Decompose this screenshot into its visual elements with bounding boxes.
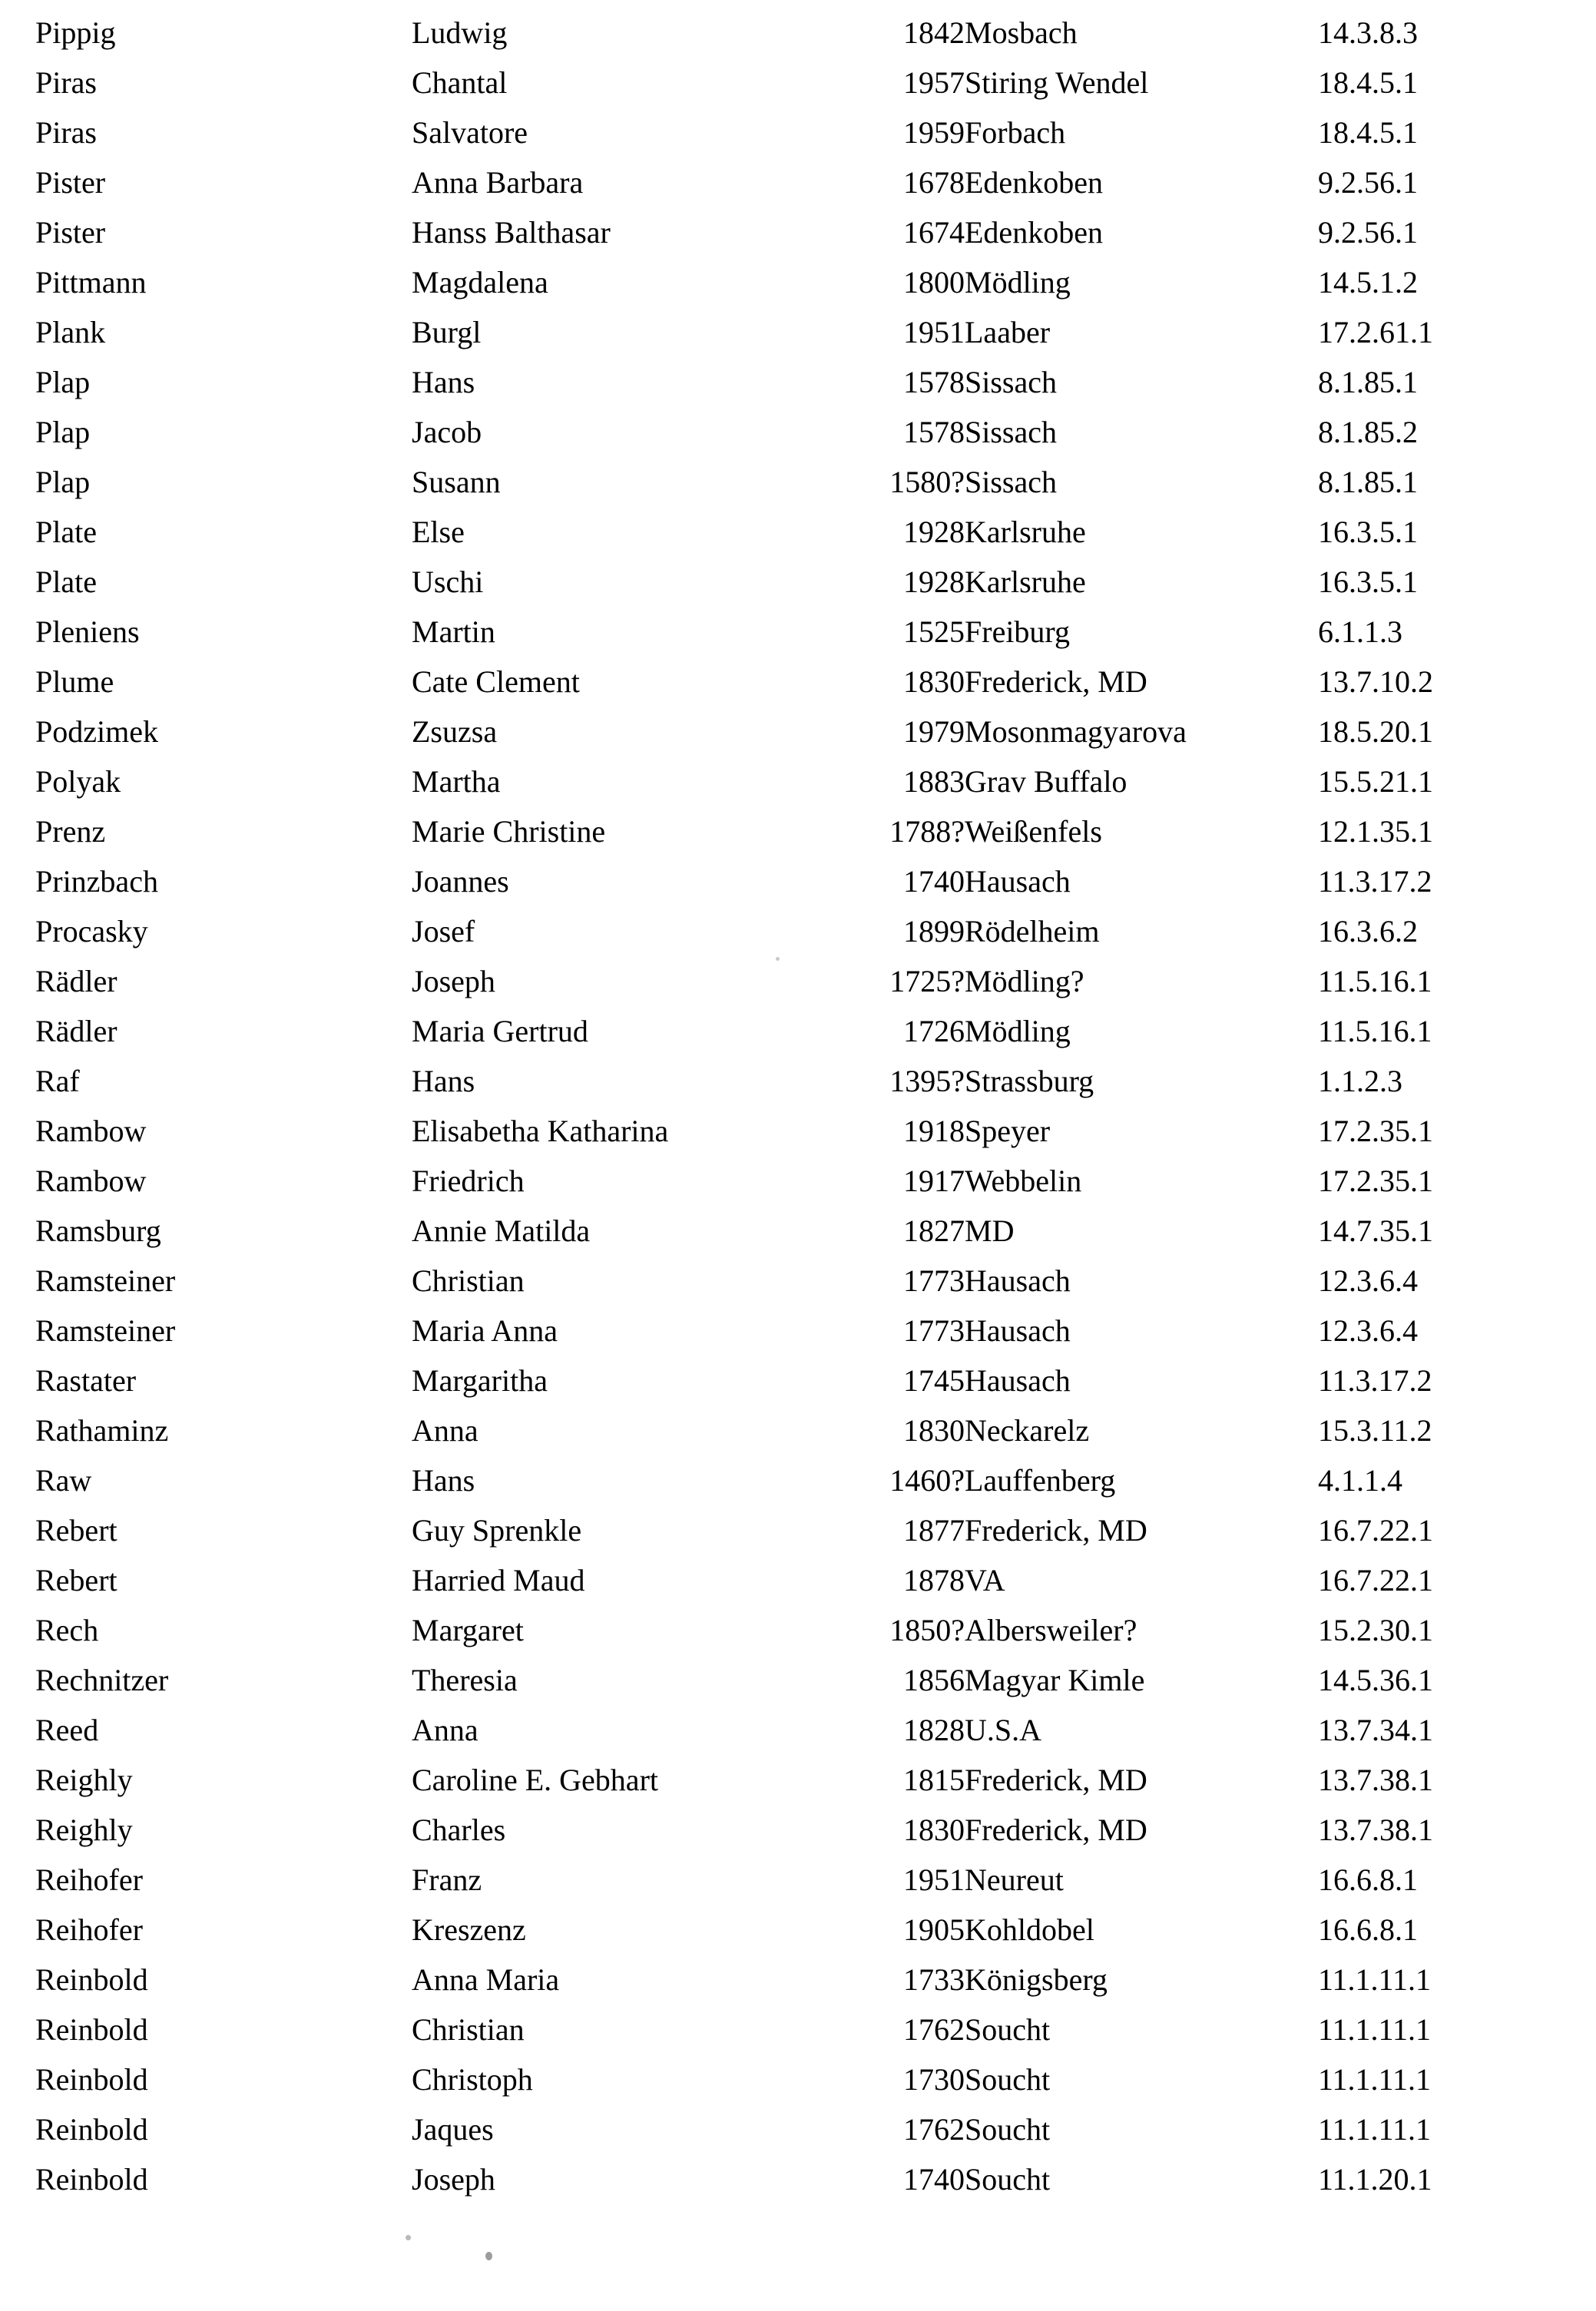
cell-year: 1678 (903, 164, 965, 200)
cell-surname: Plate (35, 564, 97, 599)
cell-year: 1959 (903, 114, 965, 150)
table-row (35, 1056, 1564, 1106)
cell-surname: Rambow (35, 1113, 147, 1148)
cell-year: 1395? (889, 1063, 965, 1098)
table-row (35, 207, 1564, 257)
scan-artifact (406, 2235, 411, 2240)
cell-given-name: Christoph (412, 2061, 533, 2097)
table-row (35, 2005, 1564, 2054)
cell-given-name: Martin (412, 614, 495, 649)
cell-year: 1580? (889, 464, 965, 499)
cell-surname: Plap (35, 414, 91, 449)
cell-given-name: Marie Christine (412, 813, 606, 849)
table-row (35, 307, 1564, 357)
cell-given-name: Guy Sprenkle (412, 1512, 582, 1548)
cell-given-name: Jaques (412, 2111, 494, 2147)
cell-reference: 15.5.21.1 (1318, 763, 1433, 799)
cell-place: Mosonmagyarova (965, 713, 1187, 749)
cell-year: 1878 (903, 1562, 965, 1598)
cell-year: 1733 (903, 1962, 965, 1997)
cell-place: MD (965, 1213, 1015, 1248)
table-row (35, 806, 1564, 856)
cell-given-name: Hans (412, 1063, 475, 1098)
cell-reference: 16.7.22.1 (1318, 1512, 1433, 1548)
table-row (35, 1605, 1564, 1655)
table-row (35, 856, 1564, 906)
cell-given-name: Friedrich (412, 1163, 525, 1198)
table-row (35, 1705, 1564, 1755)
table-row (35, 1505, 1564, 1555)
table-row (35, 1006, 1564, 1056)
cell-reference: 11.5.16.1 (1318, 963, 1432, 998)
cell-given-name: Anna (412, 1712, 478, 1747)
cell-surname: Raw (35, 1462, 92, 1498)
cell-surname: Reinbold (35, 1962, 148, 1997)
cell-given-name: Charles (412, 1812, 506, 1847)
cell-place: Sissach (965, 464, 1057, 499)
table-row (35, 1455, 1564, 1505)
cell-place: Soucht (965, 2061, 1051, 2097)
cell-place: Hausach (965, 1362, 1071, 1398)
cell-surname: Rastater (35, 1362, 137, 1398)
cell-reference: 11.1.11.1 (1318, 2011, 1432, 2047)
cell-given-name: Maria Anna (412, 1313, 558, 1348)
cell-year: 1827 (903, 1213, 965, 1248)
cell-reference: 15.2.30.1 (1318, 1612, 1433, 1647)
cell-reference: 11.1.11.1 (1318, 2061, 1432, 2097)
cell-surname: Reinbold (35, 2011, 148, 2047)
cell-given-name: Josef (412, 913, 475, 949)
cell-surname: Plap (35, 364, 91, 399)
cell-surname: Piras (35, 114, 97, 150)
table-row (35, 1356, 1564, 1405)
cell-place: Albersweiler? (965, 1612, 1137, 1647)
cell-reference: 13.7.38.1 (1318, 1812, 1433, 1847)
table-row (35, 1955, 1564, 2005)
cell-surname: Rathaminz (35, 1412, 169, 1448)
cell-given-name: Margaritha (412, 1362, 548, 1398)
cell-place: Mödling (965, 1013, 1071, 1048)
cell-reference: 8.1.85.1 (1318, 464, 1418, 499)
cell-place: Mödling? (965, 963, 1084, 998)
table-row (35, 2104, 1564, 2154)
cell-surname: Pister (35, 164, 106, 200)
cell-year: 1856 (903, 1662, 965, 1697)
cell-place: VA (965, 1562, 1005, 1598)
cell-surname: Rebert (35, 1562, 118, 1598)
cell-given-name: Joannes (412, 863, 509, 899)
cell-surname: Piras (35, 65, 97, 100)
table-row (35, 8, 1564, 58)
cell-year: 1525 (903, 614, 965, 649)
cell-year: 1578 (903, 364, 965, 399)
cell-year: 1815 (903, 1762, 965, 1797)
cell-year: 1899 (903, 913, 965, 949)
cell-place: Karlsruhe (965, 514, 1086, 549)
cell-place: Rödelheim (965, 913, 1100, 949)
cell-reference: 6.1.1.3 (1318, 614, 1402, 649)
cell-surname: Podzimek (35, 713, 158, 749)
cell-given-name: Anna (412, 1412, 478, 1448)
table-row (35, 457, 1564, 507)
cell-reference: 11.3.17.2 (1318, 1362, 1432, 1398)
cell-given-name: Salvatore (412, 114, 528, 150)
cell-place: U.S.A (965, 1712, 1042, 1747)
cell-year: 1460? (889, 1462, 965, 1498)
table-row (35, 1206, 1564, 1256)
table-row (35, 557, 1564, 607)
table-row (35, 956, 1564, 1006)
cell-given-name: Magdalena (412, 264, 548, 300)
cell-place: Mosbach (965, 15, 1078, 50)
cell-given-name: Hans (412, 364, 475, 399)
index-table-body (35, 8, 1564, 2204)
cell-given-name: Elisabetha Katharina (412, 1113, 669, 1148)
cell-year: 1745 (903, 1362, 965, 1398)
cell-surname: Polyak (35, 763, 121, 799)
cell-place: Frederick, MD (965, 1512, 1147, 1548)
cell-place: Mödling (965, 264, 1071, 300)
cell-year: 1578 (903, 414, 965, 449)
cell-reference: 16.7.22.1 (1318, 1562, 1433, 1598)
cell-place: Strassburg (965, 1063, 1094, 1098)
cell-year: 1928 (903, 564, 965, 599)
cell-place: Soucht (965, 2011, 1051, 2047)
cell-place: Neckarelz (965, 1412, 1090, 1448)
cell-surname: Rambow (35, 1163, 147, 1198)
cell-year: 1730 (903, 2061, 965, 2097)
table-row (35, 2154, 1564, 2204)
cell-reference: 14.5.36.1 (1318, 1662, 1433, 1697)
surname-index-table (35, 8, 1564, 2204)
cell-year: 1957 (903, 65, 965, 100)
cell-given-name: Ludwig (412, 15, 508, 50)
cell-place: Hausach (965, 1263, 1071, 1298)
cell-reference: 12.3.6.4 (1318, 1263, 1418, 1298)
cell-year: 1905 (903, 1912, 965, 1947)
cell-given-name: Hanss Balthasar (412, 214, 611, 250)
cell-surname: Ramsteiner (35, 1263, 176, 1298)
cell-year: 1740 (903, 2161, 965, 2197)
table-row (35, 1905, 1564, 1955)
cell-place: Frederick, MD (965, 664, 1147, 699)
cell-year: 1725? (889, 963, 965, 998)
cell-given-name: Christian (412, 1263, 525, 1298)
cell-surname: Ramsteiner (35, 1313, 176, 1348)
cell-reference: 16.3.5.1 (1318, 564, 1418, 599)
cell-place: Hausach (965, 1313, 1071, 1348)
cell-given-name: Susann (412, 464, 501, 499)
cell-surname: Rebert (35, 1512, 118, 1548)
cell-place: Königsberg (965, 1962, 1108, 1997)
cell-surname: Reinbold (35, 2161, 148, 2197)
table-row (35, 1555, 1564, 1605)
cell-year: 1951 (903, 314, 965, 349)
cell-surname: Reihofer (35, 1862, 143, 1897)
cell-surname: Prinzbach (35, 863, 158, 899)
table-row (35, 357, 1564, 407)
cell-given-name: Hans (412, 1462, 475, 1498)
cell-surname: Rädler (35, 1013, 118, 1048)
cell-reference: 18.5.20.1 (1318, 713, 1433, 749)
cell-reference: 13.7.38.1 (1318, 1762, 1433, 1797)
table-row (35, 1805, 1564, 1855)
cell-reference: 4.1.1.4 (1318, 1462, 1402, 1498)
cell-given-name: Maria Gertrud (412, 1013, 588, 1048)
table-row (35, 2054, 1564, 2104)
cell-place: Sissach (965, 414, 1057, 449)
cell-year: 1877 (903, 1512, 965, 1548)
cell-given-name: Anna Barbara (412, 164, 584, 200)
table-row (35, 906, 1564, 956)
table-row (35, 1855, 1564, 1905)
cell-surname: Plate (35, 514, 97, 549)
cell-given-name: Uschi (412, 564, 484, 599)
cell-year: 1917 (903, 1163, 965, 1198)
cell-year: 1951 (903, 1862, 965, 1897)
cell-reference: 16.3.6.2 (1318, 913, 1418, 949)
table-row (35, 1755, 1564, 1805)
cell-year: 1830 (903, 664, 965, 699)
cell-year: 1726 (903, 1013, 965, 1048)
table-row (35, 607, 1564, 657)
cell-place: Weißenfels (965, 813, 1102, 849)
cell-year: 1773 (903, 1313, 965, 1348)
cell-given-name: Theresia (412, 1662, 518, 1697)
cell-reference: 16.6.8.1 (1318, 1862, 1418, 1897)
table-row (35, 108, 1564, 157)
cell-year: 1883 (903, 763, 965, 799)
cell-surname: Reihofer (35, 1912, 143, 1947)
cell-year: 1830 (903, 1412, 965, 1448)
cell-reference: 11.1.11.1 (1318, 1962, 1432, 1997)
cell-reference: 17.2.35.1 (1318, 1113, 1433, 1148)
cell-reference: 1.1.2.3 (1318, 1063, 1402, 1098)
cell-surname: Reighly (35, 1762, 133, 1797)
cell-year: 1740 (903, 863, 965, 899)
cell-given-name: Margaret (412, 1612, 524, 1647)
scan-artifact (776, 957, 780, 961)
cell-surname: Rädler (35, 963, 118, 998)
cell-place: Magyar Kimle (965, 1662, 1145, 1697)
cell-reference: 16.6.8.1 (1318, 1912, 1418, 1947)
cell-surname: Plap (35, 464, 91, 499)
cell-place: Grav Buffalo (965, 763, 1127, 799)
cell-year: 1762 (903, 2011, 965, 2047)
cell-reference: 13.7.10.2 (1318, 664, 1433, 699)
cell-place: Edenkoben (965, 164, 1103, 200)
cell-year: 1773 (903, 1263, 965, 1298)
cell-place: Sissach (965, 364, 1057, 399)
cell-year: 1830 (903, 1812, 965, 1847)
cell-given-name: Martha (412, 763, 501, 799)
cell-reference: 9.2.56.1 (1318, 164, 1418, 200)
cell-surname: Procasky (35, 913, 148, 949)
cell-surname: Pleniens (35, 614, 140, 649)
cell-reference: 12.1.35.1 (1318, 813, 1433, 849)
cell-surname: Prenz (35, 813, 106, 849)
cell-reference: 18.4.5.1 (1318, 65, 1418, 100)
cell-reference: 17.2.61.1 (1318, 314, 1433, 349)
cell-given-name: Anna Maria (412, 1962, 560, 1997)
cell-reference: 14.7.35.1 (1318, 1213, 1433, 1248)
cell-given-name: Annie Matilda (412, 1213, 591, 1248)
cell-place: Soucht (965, 2111, 1051, 2147)
cell-given-name: Harried Maud (412, 1562, 585, 1598)
table-row (35, 1306, 1564, 1356)
cell-surname: Pister (35, 214, 106, 250)
cell-given-name: Zsuzsa (412, 713, 498, 749)
cell-place: Stiring Wendel (965, 65, 1149, 100)
cell-surname: Reinbold (35, 2111, 148, 2147)
cell-reference: 11.1.11.1 (1318, 2111, 1432, 2147)
cell-surname: Plume (35, 664, 114, 699)
cell-surname: Reighly (35, 1812, 133, 1847)
cell-year: 1979 (903, 713, 965, 749)
cell-place: Edenkoben (965, 214, 1103, 250)
table-row (35, 1106, 1564, 1156)
cell-given-name: Burgl (412, 314, 482, 349)
cell-place: Kohldobel (965, 1912, 1094, 1947)
cell-reference: 16.3.5.1 (1318, 514, 1418, 549)
cell-given-name: Kreszenz (412, 1912, 526, 1947)
cell-given-name: Joseph (412, 2161, 495, 2197)
cell-surname: Reed (35, 1712, 99, 1747)
cell-place: Freiburg (965, 614, 1071, 649)
cell-reference: 18.4.5.1 (1318, 114, 1418, 150)
cell-reference: 14.5.1.2 (1318, 264, 1418, 300)
cell-given-name: Joseph (412, 963, 495, 998)
cell-year: 1828 (903, 1712, 965, 1747)
cell-reference: 11.3.17.2 (1318, 863, 1432, 899)
cell-reference: 12.3.6.4 (1318, 1313, 1418, 1348)
cell-surname: Rechnitzer (35, 1662, 169, 1697)
table-row (35, 757, 1564, 806)
cell-given-name: Franz (412, 1862, 482, 1897)
cell-reference: 8.1.85.1 (1318, 364, 1418, 399)
cell-place: Webbelin (965, 1163, 1082, 1198)
cell-surname: Pittmann (35, 264, 147, 300)
cell-surname: Ramsburg (35, 1213, 161, 1248)
cell-year: 1928 (903, 514, 965, 549)
cell-surname: Rech (35, 1612, 99, 1647)
cell-given-name: Else (412, 514, 465, 549)
table-row (35, 507, 1564, 557)
table-row (35, 707, 1564, 757)
table-row (35, 407, 1564, 457)
table-row (35, 157, 1564, 207)
cell-place: Forbach (965, 114, 1066, 150)
cell-place: Karlsruhe (965, 564, 1086, 599)
cell-reference: 11.5.16.1 (1318, 1013, 1432, 1048)
table-row (35, 657, 1564, 707)
scan-artifact (485, 2252, 492, 2260)
cell-surname: Raf (35, 1063, 80, 1098)
cell-place: Laaber (965, 314, 1051, 349)
cell-surname: Reinbold (35, 2061, 148, 2097)
cell-given-name: Caroline E. Gebhart (412, 1762, 658, 1797)
table-row (35, 1156, 1564, 1206)
cell-given-name: Cate Clement (412, 664, 580, 699)
cell-year: 1800 (903, 264, 965, 300)
cell-reference: 13.7.34.1 (1318, 1712, 1433, 1747)
cell-year: 1918 (903, 1113, 965, 1148)
cell-given-name: Jacob (412, 414, 482, 449)
cell-given-name: Christian (412, 2011, 525, 2047)
cell-place: Hausach (965, 863, 1071, 899)
table-row (35, 58, 1564, 108)
cell-reference: 11.1.20.1 (1318, 2161, 1432, 2197)
cell-year: 1850? (889, 1612, 965, 1647)
cell-given-name: Chantal (412, 65, 508, 100)
cell-reference: 14.3.8.3 (1318, 15, 1418, 50)
cell-place: Neureut (965, 1862, 1064, 1897)
cell-year: 1842 (903, 15, 965, 50)
table-row (35, 257, 1564, 307)
table-row (35, 1655, 1564, 1705)
cell-surname: Plank (35, 314, 106, 349)
cell-year: 1762 (903, 2111, 965, 2147)
cell-place: Frederick, MD (965, 1762, 1147, 1797)
cell-place: Speyer (965, 1113, 1051, 1148)
cell-year: 1788? (889, 813, 965, 849)
cell-surname: Pippig (35, 15, 116, 50)
cell-place: Frederick, MD (965, 1812, 1147, 1847)
cell-place: Soucht (965, 2161, 1051, 2197)
table-row (35, 1256, 1564, 1306)
table-row (35, 1405, 1564, 1455)
cell-place: Lauffenberg (965, 1462, 1116, 1498)
cell-reference: 9.2.56.1 (1318, 214, 1418, 250)
cell-reference: 17.2.35.1 (1318, 1163, 1433, 1198)
cell-year: 1674 (903, 214, 965, 250)
cell-reference: 8.1.85.2 (1318, 414, 1418, 449)
cell-reference: 15.3.11.2 (1318, 1412, 1432, 1448)
